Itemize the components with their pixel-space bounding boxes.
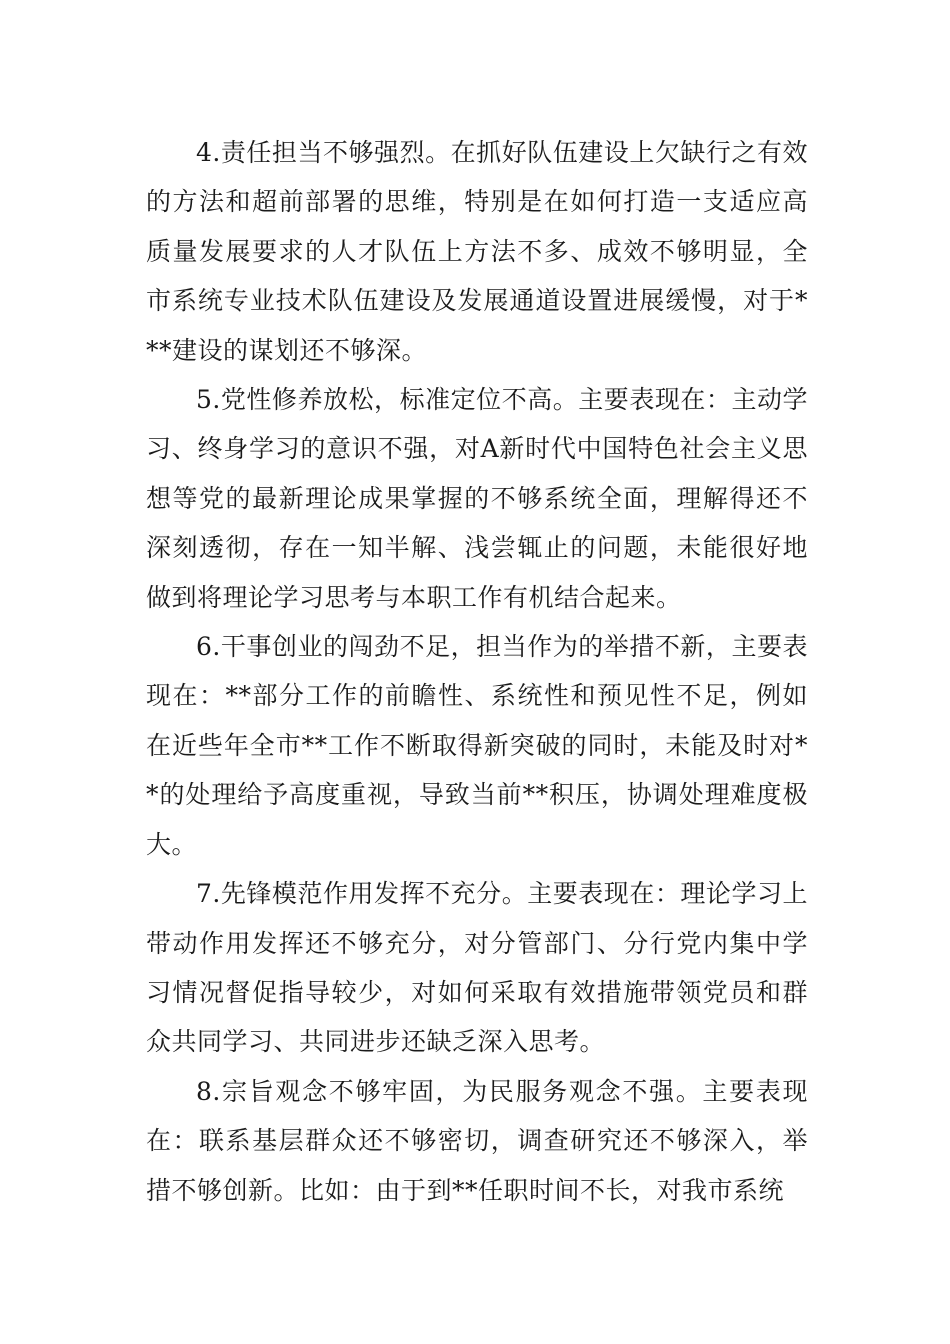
paragraph-item-6: 6.干事创业的闯劲不足，担当作为的举措不新，主要表现在：**部分工作的前瞻性、系统性和预见性不足，例如在近些年全市**工作不断取得新突破的同时，未能及时对**的处理给予高度重视，导致当前**积压，协调处理难度极大。: [146, 632, 808, 859]
paragraph-item-8: 8.宗旨观念不够牢固，为民服务观念不强。主要表现在：联系基层群众还不够密切，调查研究还不够深入，举措不够创新。比如：由于到**任职时间不长，对我市系统: [146, 1076, 808, 1205]
document-body: [146, 128, 808, 1215]
paragraph-item-4: 4.责任担当不够强烈。在抓好队伍建设上欠缺行之有效的方法和超前部署的思维，特别是在如何打造一支适应高质量发展要求的人才队伍上方法不多、成效不够明显，全市系统专业技术队伍建设及发展通道设置进展缓慢，对于***建设的谋划还不够深。: [146, 138, 808, 365]
paragraph-item-7: 7.先锋模范作用发挥不充分。主要表现在：理论学习上带动作用发挥还不够充分，对分管部门、分行党内集中学习情况督促指导较少，对如何采取有效措施带领党员和群众共同学习、共同进步还缺乏深入思考。: [146, 879, 808, 1057]
paragraph-item-5: 5.党性修养放松，标准定位不高。主要表现在：主动学习、终身学习的意识不强，对A新时代中国特色社会主义思想等党的最新理论成果掌握的不够系统全面，理解得还不深刻透彻，存在一知半解、浅尝辄止的问题，未能很好地做到将理论学习思考与本职工作有机结合起来。: [146, 385, 808, 612]
